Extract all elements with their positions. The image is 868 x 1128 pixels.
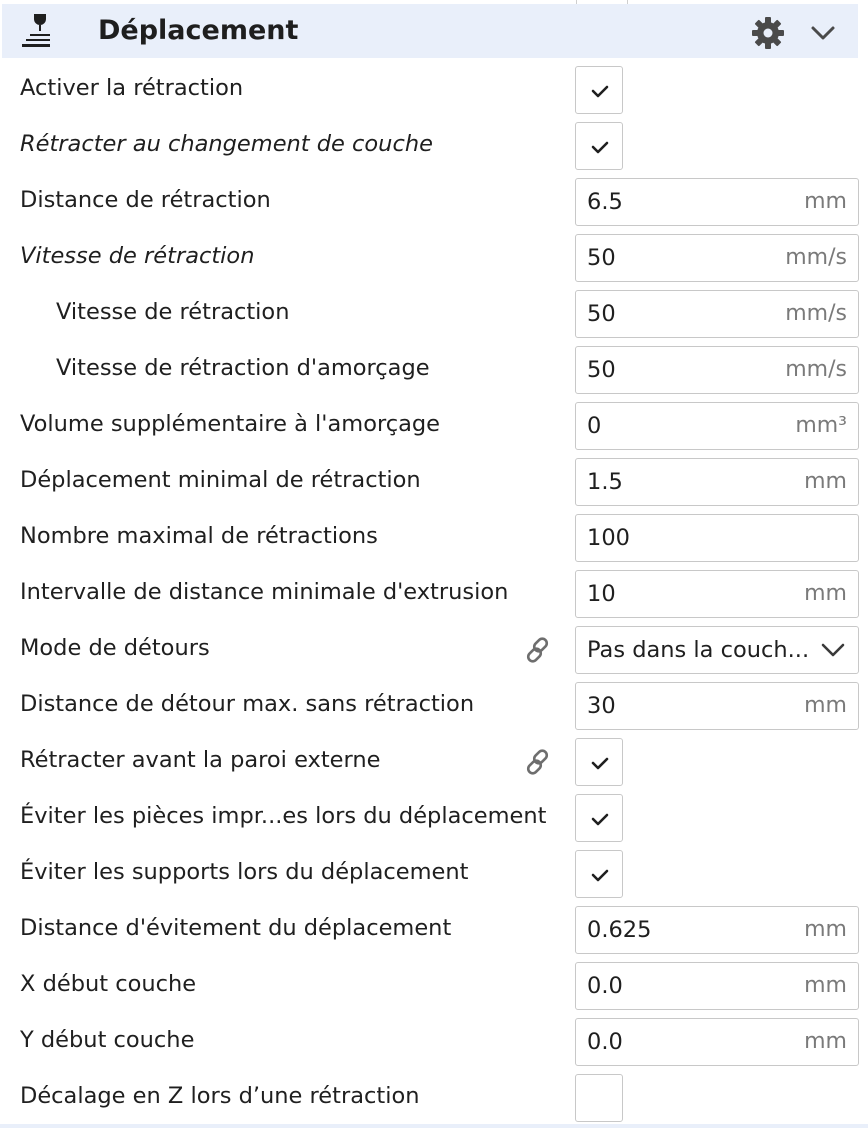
input-unit: mm bbox=[804, 973, 847, 998]
setting-label: Mode de détours bbox=[20, 635, 210, 661]
input-unit: mm bbox=[804, 581, 847, 606]
setting-label: Décalage en Z lors d’une rétraction bbox=[20, 1083, 420, 1109]
input-value: 0.0 bbox=[587, 1029, 623, 1055]
setting-label: Nombre maximal de rétractions bbox=[20, 523, 378, 549]
input-unit: mm bbox=[804, 917, 847, 942]
setting-input[interactable] bbox=[575, 178, 859, 226]
setting-row-decalage-en-z-lors-d-une-retraction bbox=[0, 1068, 868, 1124]
setting-row-mode-de-detours bbox=[0, 620, 868, 676]
gear-icon[interactable] bbox=[750, 15, 786, 51]
setting-checkbox[interactable] bbox=[575, 66, 623, 114]
setting-label: Intervalle de distance minimale d'extrusion bbox=[20, 579, 509, 605]
setting-label: Rétracter avant la paroi externe bbox=[20, 747, 381, 773]
setting-row-deplacement-minimal-de-retraction bbox=[0, 452, 868, 508]
setting-input[interactable] bbox=[575, 1018, 859, 1066]
setting-label: Distance de rétraction bbox=[20, 187, 271, 213]
input-unit: mm bbox=[804, 1029, 847, 1054]
setting-checkbox[interactable] bbox=[575, 850, 623, 898]
input-value: 10 bbox=[587, 581, 616, 607]
input-value: 0.625 bbox=[587, 917, 652, 943]
setting-row-x-debut-couche bbox=[0, 956, 868, 1012]
setting-label: Vitesse de rétraction bbox=[56, 299, 290, 325]
travel-category-icon bbox=[20, 12, 60, 52]
setting-row-vitesse-de-retraction-d-amorcage bbox=[0, 340, 868, 396]
setting-row-nombre-maximal-de-retractions bbox=[0, 508, 868, 564]
setting-checkbox[interactable] bbox=[575, 1074, 623, 1122]
input-unit: mm³ bbox=[795, 413, 847, 438]
setting-label: Éviter les pièces impr...es lors du déplacement bbox=[20, 803, 547, 829]
input-unit: mm/s bbox=[785, 301, 847, 326]
setting-input[interactable] bbox=[575, 962, 859, 1010]
section-footer bbox=[0, 1124, 868, 1128]
input-value: 30 bbox=[587, 693, 616, 719]
input-unit: mm bbox=[804, 469, 847, 494]
input-value: 0 bbox=[587, 413, 602, 439]
setting-input[interactable] bbox=[575, 458, 859, 506]
setting-label: Rétracter au changement de couche bbox=[20, 131, 433, 157]
checkmark-icon bbox=[588, 137, 612, 157]
checkmark-icon bbox=[588, 753, 612, 773]
link-icon[interactable] bbox=[524, 636, 552, 664]
setting-label: Éviter les supports lors du déplacement bbox=[20, 859, 469, 885]
setting-row-distance-de-retraction bbox=[0, 172, 868, 228]
input-value: 50 bbox=[587, 245, 616, 271]
setting-row-distance-de-detour-max-sans-retraction bbox=[0, 676, 868, 732]
setting-input[interactable] bbox=[575, 682, 859, 730]
setting-input[interactable] bbox=[575, 346, 859, 394]
setting-input[interactable] bbox=[575, 570, 859, 618]
setting-checkbox[interactable] bbox=[575, 122, 623, 170]
setting-row-volume-supplementaire-a-l-amorcage bbox=[0, 396, 868, 452]
input-value: 100 bbox=[587, 525, 630, 551]
checkmark-icon bbox=[588, 865, 612, 885]
setting-input[interactable] bbox=[575, 402, 859, 450]
setting-row-y-debut-couche bbox=[0, 1012, 868, 1068]
link-icon[interactable] bbox=[524, 748, 552, 776]
setting-label: Déplacement minimal de rétraction bbox=[20, 467, 421, 493]
setting-label: X début couche bbox=[20, 971, 197, 997]
setting-checkbox[interactable] bbox=[575, 794, 623, 842]
input-unit: mm bbox=[804, 189, 847, 214]
setting-input[interactable] bbox=[575, 906, 859, 954]
input-value: 0.0 bbox=[587, 973, 623, 999]
setting-label: Volume supplémentaire à l'amorçage bbox=[20, 411, 440, 437]
setting-row-vitesse-de-retraction bbox=[0, 228, 868, 284]
checkmark-icon bbox=[588, 809, 612, 829]
chevron-down-icon bbox=[820, 640, 846, 660]
setting-label: Y début couche bbox=[20, 1027, 195, 1053]
input-unit: mm/s bbox=[785, 357, 847, 382]
section-header-travel[interactable] bbox=[2, 4, 858, 58]
setting-checkbox[interactable] bbox=[575, 738, 623, 786]
dropdown-value: Pas dans la couch... bbox=[587, 637, 810, 663]
setting-row-eviter-les-supports-lors-du-deplacement bbox=[0, 844, 868, 900]
setting-label: Distance d'évitement du déplacement bbox=[20, 915, 452, 941]
input-unit: mm bbox=[804, 693, 847, 718]
setting-row-eviter-les-pieces-impr-es-lors-du-deplac bbox=[0, 788, 868, 844]
setting-row-intervalle-de-distance-minimale-d-extrus bbox=[0, 564, 868, 620]
setting-label: Vitesse de rétraction bbox=[20, 243, 255, 269]
input-value: 50 bbox=[587, 357, 616, 383]
section-title: Déplacement bbox=[98, 15, 299, 46]
input-value: 50 bbox=[587, 301, 616, 327]
checkmark-icon bbox=[588, 81, 612, 101]
setting-row-retracter-avant-la-paroi-externe bbox=[0, 732, 868, 788]
input-value: 6.5 bbox=[587, 189, 623, 215]
setting-label: Vitesse de rétraction d'amorçage bbox=[56, 355, 430, 381]
setting-dropdown[interactable] bbox=[575, 626, 859, 674]
setting-input[interactable] bbox=[575, 514, 859, 562]
setting-row-distance-d-evitement-du-deplacement bbox=[0, 900, 868, 956]
setting-input[interactable] bbox=[575, 234, 859, 282]
setting-input[interactable] bbox=[575, 290, 859, 338]
input-unit: mm/s bbox=[785, 245, 847, 270]
input-value: 1.5 bbox=[587, 469, 623, 495]
setting-row-vitesse-de-retraction bbox=[0, 284, 868, 340]
chevron-down-icon[interactable] bbox=[808, 21, 838, 45]
setting-row-activer-la-retraction bbox=[0, 60, 868, 116]
setting-label: Activer la rétraction bbox=[20, 75, 244, 101]
setting-row-retracter-au-changement-de-couche bbox=[0, 116, 868, 172]
setting-label: Distance de détour max. sans rétraction bbox=[20, 691, 475, 717]
